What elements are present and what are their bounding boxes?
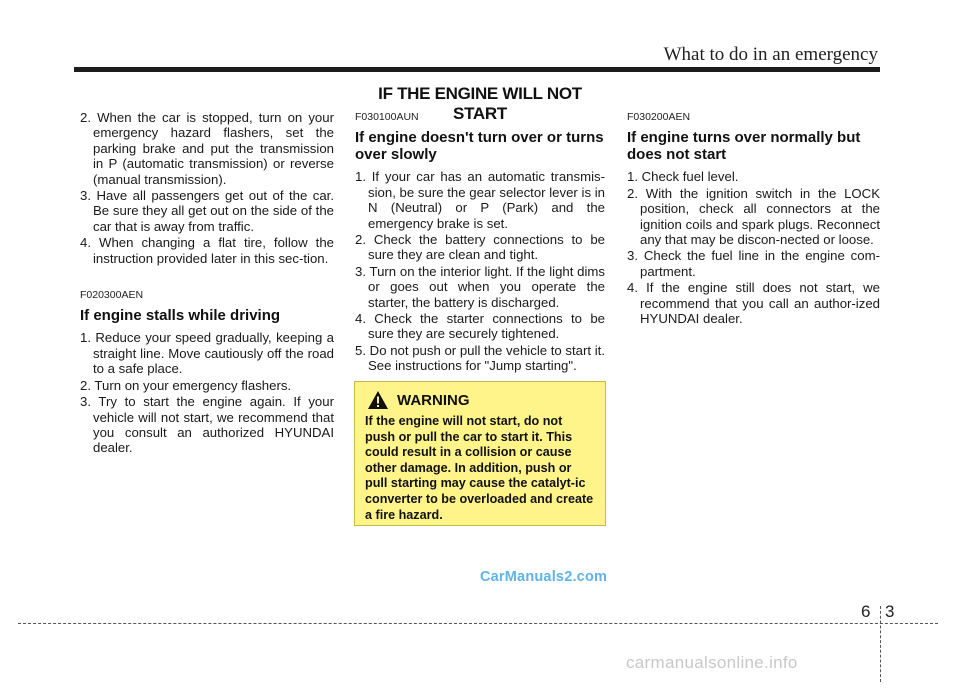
list-item: 3. Turn on the interior light. If the light dims or goes out when you operate the starter, the battery is discharged. (355, 263, 605, 310)
page-number: 3 (885, 602, 895, 621)
steps-list (627, 169, 880, 326)
footer-divider (880, 606, 881, 682)
column-right (627, 110, 880, 327)
list-item: 4. When changing a flat tire, follow the instruction provided later in this sec-tion. (80, 235, 334, 266)
warning-triangle-icon (367, 390, 389, 410)
list-item: 3. Try to start the engine again. If your vehicle will not start, we recommend that you consult an authorized HYUNDAI dealer. (80, 394, 334, 456)
section-code: F030200AEN (627, 111, 691, 123)
list-item: 2. When the car is stopped, turn on your emergency hazard flashers, set the parking brake and put the transmission in P (automatic transmission) or reverse (manual transmission). (80, 110, 334, 187)
header-rule (74, 67, 880, 72)
warning-label: WARNING (397, 391, 470, 409)
intro-list (80, 110, 334, 266)
list-item: 1. If your car has an automatic transmis-sion, be sure the gear selector lever is in N (Neutral) or P (Park) and the emergency brake is set. (355, 169, 605, 231)
list-item: 5. Do not push or pull the vehicle to start it. See instructions for "Jump starting". (355, 342, 605, 374)
column-left (80, 110, 334, 457)
site-watermark: carmanualsonline.info (626, 653, 798, 672)
list-item: 1. Check fuel level. (627, 169, 739, 185)
section-code: F030100AUN (355, 111, 419, 123)
list-item: 3. Check the fuel line in the engine com-partment. (627, 248, 880, 279)
page-header-title: What to do in an emergency (663, 44, 878, 65)
list-item: 2. Turn on your emergency flashers. (80, 377, 292, 393)
chapter-number: 6 (861, 602, 871, 621)
watermark-link[interactable]: CarManuals2.com (480, 569, 608, 585)
warning-header (367, 390, 595, 410)
steps-list (355, 169, 605, 373)
list-item: 2. Check the battery connections to be sure they are clean and tight. (355, 232, 605, 263)
section-heading: If engine turns over normally but does not start (627, 129, 861, 164)
column-middle (355, 110, 605, 375)
section-heading: If engine doesn't turn over or turns over slowly (355, 129, 604, 164)
list-item: 3. Have all passengers get out of the car. Be sure they all get out on the side of the car that is away from traffic. (80, 188, 334, 234)
section-title: IF THE ENGINE WILL NOT START (378, 84, 582, 123)
steps-list (80, 330, 334, 455)
warning-text: If the engine will not start, do not push or pull the car to start it. This could result in a collision or cause other damage. In addition, push or pull starting may cause the catalyt-ic converter to be overloaded and create a fire hazard. (365, 414, 594, 522)
list-item: 2. With the ignition switch in the LOCK position, check all connectors at the ignition coils and spark plugs. Reconnect any that may be discon-nected or loose. (627, 185, 880, 248)
section-code: F020300AEN (80, 289, 144, 302)
list-item: 4. If the engine still does not start, we recommend that you call an author-ized HYUNDAI dealer. (627, 280, 880, 327)
list-item: 4. Check the starter connections to be sure they are securely tightened. (355, 311, 605, 342)
list-item: 1. Reduce your speed gradually, keeping a straight line. Move cautiously off the road to a safe place. (80, 330, 334, 377)
footer-rule (18, 623, 938, 624)
section-heading: If engine stalls while driving (80, 307, 281, 325)
warning-box (354, 381, 606, 526)
